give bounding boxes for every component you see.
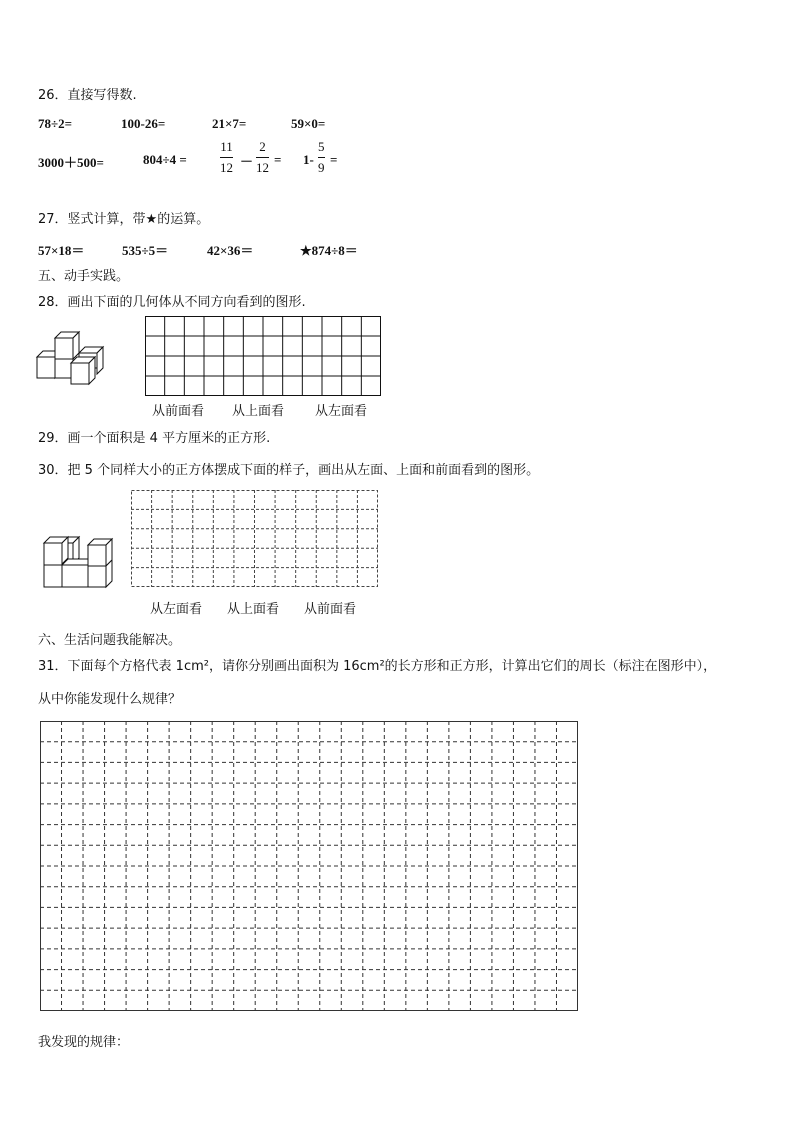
q26-item-5: 3000＋500= bbox=[38, 155, 104, 170]
q30-caption-top: 从上面看 bbox=[227, 602, 280, 617]
q31-line-1: 31．下面每个方格代表 1cm²，请你分别画出面积为 16cm²的长方形和正方形，计算出它们的周长（标注在图形中）， bbox=[38, 659, 717, 674]
q27-title: 27．竖式计算，带★的运算。 bbox=[38, 212, 210, 227]
minus-sign: － bbox=[240, 154, 254, 169]
q26-item-2: 100-26= bbox=[121, 116, 166, 131]
equals-sign-1: = bbox=[274, 152, 282, 167]
fraction-11-12: 11 12 bbox=[220, 139, 233, 175]
q28-caption-top: 从上面看 bbox=[232, 404, 285, 419]
q27-item-2: 535÷5＝ bbox=[122, 243, 169, 258]
q26-item-3: 21×7= bbox=[212, 116, 247, 131]
q27-item-1: 57×18＝ bbox=[38, 243, 85, 258]
q27-item-4: ★874÷8＝ bbox=[300, 243, 358, 258]
q28-caption-front: 从前面看 bbox=[152, 404, 205, 419]
q26-item-1: 78÷2= bbox=[38, 116, 73, 131]
q30-caption-front: 从前面看 bbox=[304, 602, 357, 617]
q28-drawing-grid[interactable] bbox=[145, 316, 381, 396]
fraction-2-12: 2 12 bbox=[256, 139, 269, 175]
section-5-heading: 五、动手实践。 bbox=[38, 269, 130, 284]
q30-drawing-grid[interactable] bbox=[131, 490, 378, 587]
q30-caption-left: 从左面看 bbox=[150, 602, 203, 617]
q30-cube-figure bbox=[43, 536, 113, 588]
q28-title: 28．画出下面的几何体从不同方向看到的图形. bbox=[38, 295, 306, 310]
q27-item-3: 42×36＝ bbox=[207, 243, 254, 258]
q31-answer-label: 我发现的规律： bbox=[38, 1035, 130, 1050]
fraction-5-9: 5 9 bbox=[318, 139, 325, 175]
q28-cube-figure bbox=[36, 330, 108, 384]
q31-drawing-grid[interactable] bbox=[40, 721, 578, 1011]
section-6-heading: 六、生活问题我能解决。 bbox=[38, 633, 182, 648]
q28-caption-left: 从左面看 bbox=[315, 404, 368, 419]
q29-title: 29．画一个面积是 4 平方厘米的正方形. bbox=[38, 431, 271, 446]
q26-item-6: 804÷4 = bbox=[143, 152, 187, 167]
one-minus: 1- bbox=[303, 152, 314, 167]
q31-line-2: 从中你能发现什么规律？ bbox=[38, 692, 182, 707]
q26-title: 26．直接写得数. bbox=[38, 88, 137, 103]
q30-title: 30．把 5 个同样大小的正方体摆成下面的样子，画出从左面、上面和前面看到的图形。 bbox=[38, 463, 540, 478]
equals-sign-2: = bbox=[330, 152, 338, 167]
q26-item-4: 59×0= bbox=[291, 116, 326, 131]
